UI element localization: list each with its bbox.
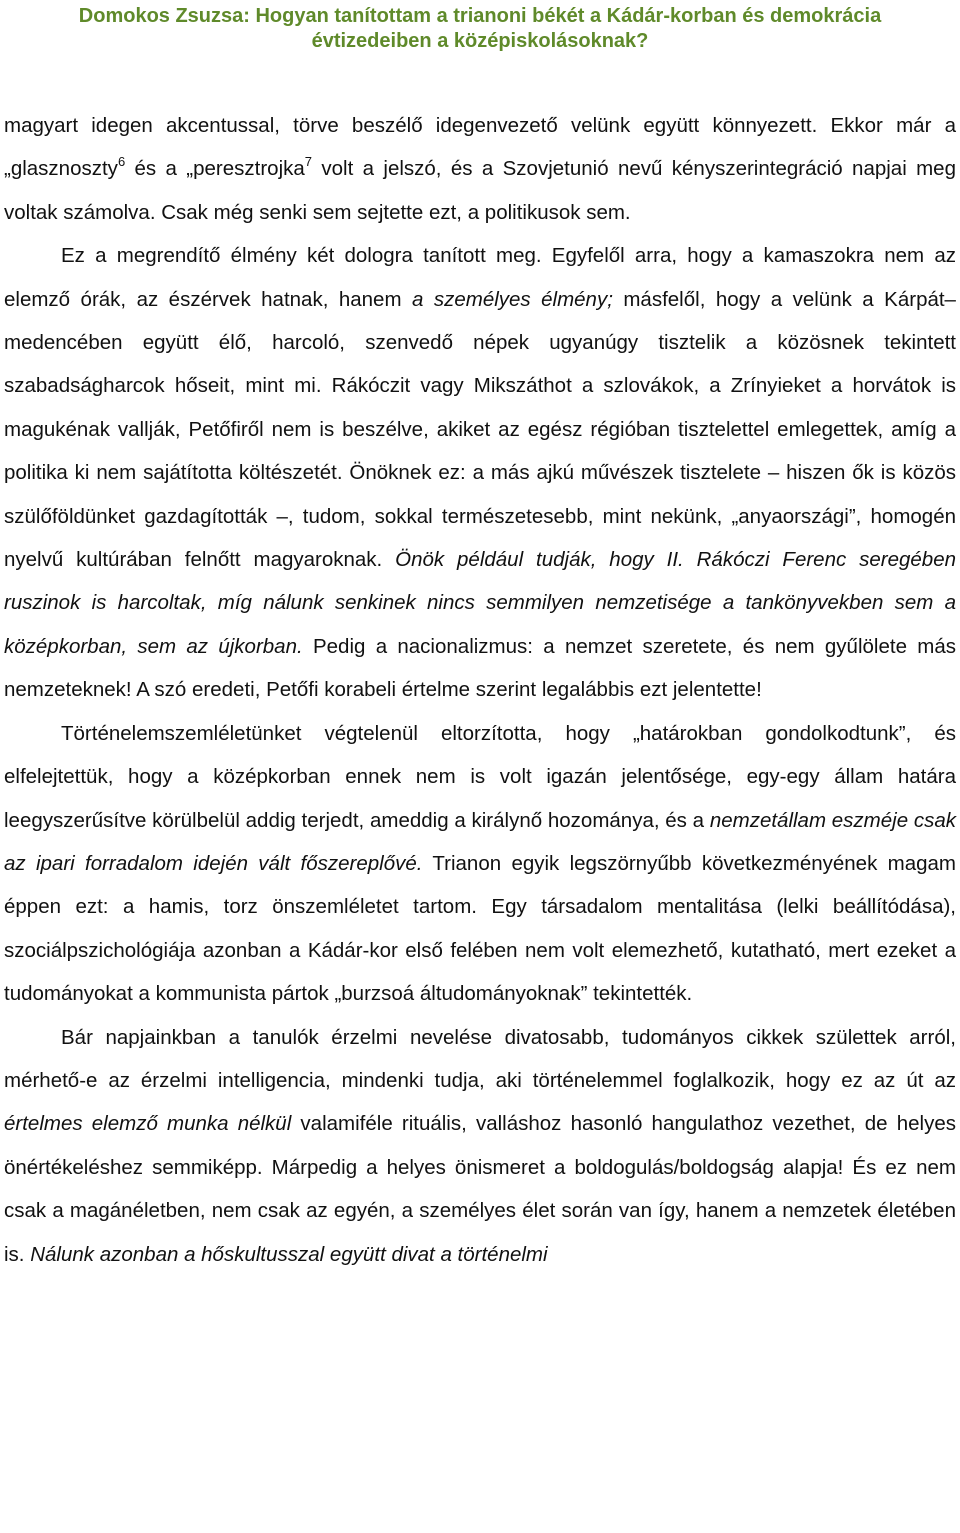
paragraph-3	[4, 712, 956, 1016]
italic-run: nemzetállam eszméje csak az ipari forradalom idején vált főszereplővé.	[4, 808, 956, 875]
italic-run: értelmes elemző munka nélkül	[4, 1112, 292, 1136]
paragraph-2	[4, 234, 956, 711]
italic-run: Nálunk azonban a hőskultusszal együtt divat a történelmi	[30, 1242, 548, 1266]
running-header	[0, 4, 960, 54]
text-run: Bár napjainkban a tanulók érzelmi nevelése divatosabb, tudományos cikkek születtek arról, mérhető-e az érzelmi intelligencia, mindenki tudja, aki történelemmel foglalkozik, hogy ez az út az	[4, 1025, 956, 1092]
text-run: Ez a megrendítő élmény két dologra tanított meg. Egyfelől arra, hogy a kamaszokra nem az elemző órák, az észérvek hatnak, hanem	[4, 244, 956, 311]
italic-run: a személyes élmény;	[411, 287, 613, 311]
header-line-2: évtizedeiben a középiskolásoknak?	[311, 30, 649, 52]
text-run: magyart idegen akcentussal, törve beszélő idegenvezető velünk együtt könnyezett. Ekkor már a „glasznoszty	[4, 114, 956, 181]
italic-run: Önök például tudják, hogy II. Rákóczi Ferenc seregében ruszinok is harcoltak, míg nálunk senkinek nincs semmilyen nemzetisége a tankönyvekben sem a középkorban, sem az újkorban.	[4, 548, 956, 658]
text-run: valamiféle rituális, valláshoz hasonló hangulathoz vezethet, de helyes önértékeléshez semmiképp. Márpedig a helyes önismeret a boldogulás/boldogság alapja! És ez nem csak a magánéletben, nem csak az egyén, a személyes élet során van így, hanem a nemzetek életében is.	[4, 1112, 956, 1266]
text-run: Pedig a nacionalizmus: a nemzet szeretete, és nem gyűlölete más nemzeteknek! A szó eredeti, Petőfi korabeli értelme szerint legalábbis ezt jelentette!	[4, 634, 956, 702]
paragraph-1	[4, 104, 956, 234]
header-line-1: Domokos Zsuzsa: Hogyan tanítottam a trianoni békét a Kádár-korban és demokrácia	[78, 5, 882, 27]
text-run: volt a jelszó, és a Szovjetunió nevű kényszerintegráció napjai meg voltak számolva. Csak még senki sem sejtette ezt, a politikusok sem.	[4, 157, 956, 224]
text-run: másfelől, hogy a velünk a Kárpát–medencében együtt élő, harcoló, szenvedő népek ugyanúgy tisztelik a közösnek tekintett szabadságharcok hőseit, mint mi. Rákóczit vagy Mikszáthot a szlovákok, a Zrínyieket a horvátok is magukénak vallják, Petőfiről nem is beszélve, akiket az egész régióban tisztelettel emlegettek, amíg a politika ki nem sajátította költészetét. Önöknek ez: a más ajkú művészek tisztelete – hiszen ők is közös szülőföldünket gazdagították –, tudom, sokkal természetesebb, mint nekünk, „anyaországi”, homogén nyelvű kultúrában felnőtt magyaroknak.	[4, 287, 956, 572]
text-run: és a „peresztrojka	[125, 157, 305, 181]
text-run: Trianon egyik legszörnyűbb következményének magam éppen ezt: a hamis, torz önszemléletet tartom. Egy társadalom mentalitása (lelki beállítódása), szociálpszichológiája azonban a Kádár-kor első felében nem volt elemezhető, kutatható, mert ezeket a tudományokat a kommunista pártok „burzsoá áltudományoknak” tekintették.	[4, 851, 956, 1006]
text-run: Történelemszemléletünket végtelenül eltorzította, hogy „határokban gondolkodtunk”, és elfelejtettük, hogy a középkorban ennek nem is volt igazán jelentősége, egy-egy állam határa leegyszerűsítve körülbelül addig terjedt, ameddig a királynő hozománya, és a	[4, 721, 956, 832]
paragraph-4	[4, 1016, 956, 1276]
footnote-ref-6[interactable]: 6	[117, 154, 126, 170]
document-body	[4, 104, 956, 1276]
footnote-ref-7[interactable]: 7	[304, 154, 313, 170]
